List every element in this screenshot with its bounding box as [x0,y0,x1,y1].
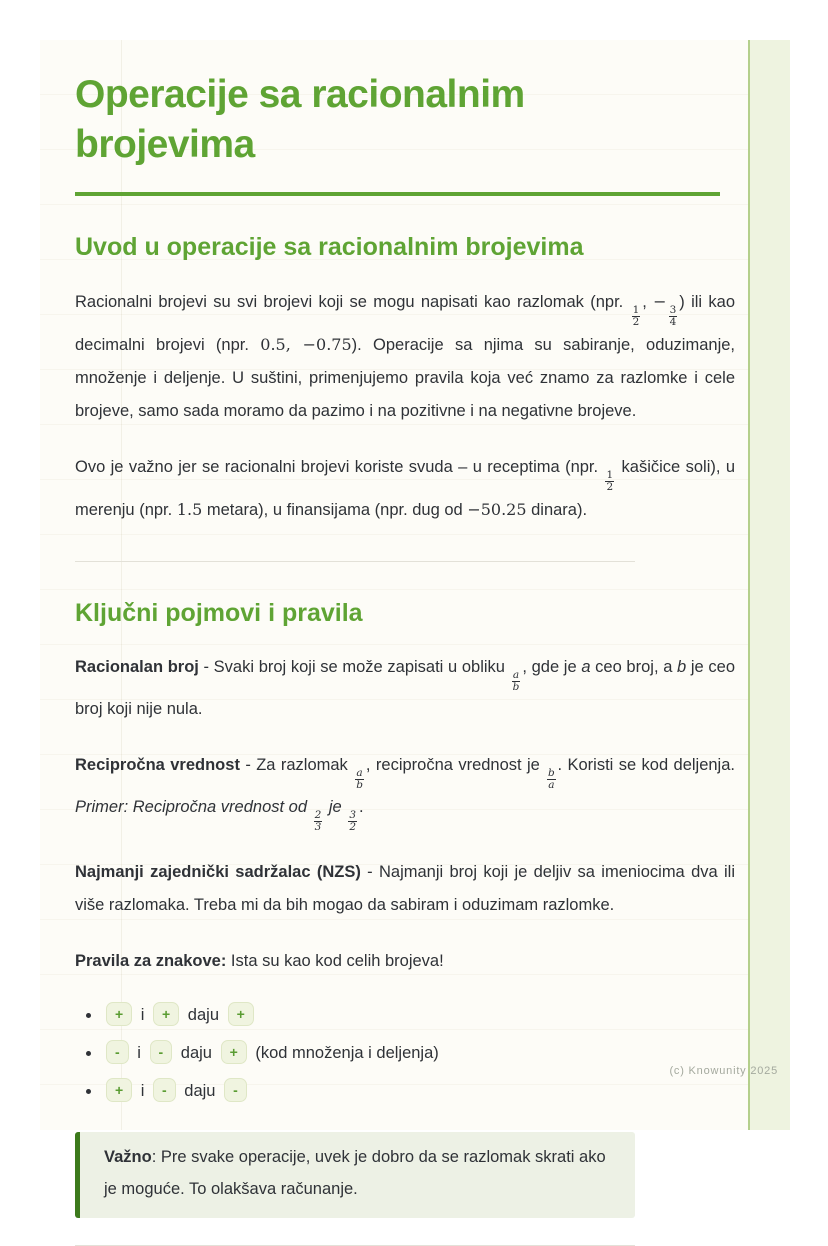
section-intro [75,232,735,527]
important-callout-text: Važno: Pre svake operacije, uvek je dobro da se razlomak skrati ako je moguće. To olakšava računanje. [104,1148,606,1198]
fraction: $\frac{2}{3}$ [314,809,322,833]
minus-sign-badge: - [150,1040,173,1064]
bold-text: Racionalan broj [75,658,199,676]
fraction: $\frac{b}{a}$ [548,767,555,791]
minus-sign-badge: - [153,1078,176,1102]
section-divider [75,561,635,562]
sign-rule-item-2: • - i - daju + (kod množenja i deljenja) [102,1040,735,1066]
fraction: $\frac{1}{2}$ [606,469,614,493]
math-number: −50.25 [467,500,527,519]
fraction: $\frac{a}{b}$ [356,767,363,791]
bold-text: Recipročna vrednost [75,756,240,774]
math-number: − [653,292,667,311]
document-page [40,40,790,1198]
bold-text: Važno [104,1148,152,1166]
math-variable: b [677,658,687,676]
fraction: $\frac{3}{2}$ [349,809,356,833]
math-variable: a [581,658,591,676]
minus-sign-badge: - [106,1040,129,1064]
bold-text: Najmanji zajednički sadržalac (NZS) [75,863,361,881]
fraction: $\frac{1}{2}$ [632,304,640,328]
sign-rule-item-1: • + i + daju + [102,1002,735,1028]
math-number: 1.5 [176,500,203,519]
plus-sign-badge: + [106,1002,132,1026]
math-number: 0.5, −0.75 [260,335,352,354]
intro-paragraph-2: Ovo je važno jer se racionalni brojevi koriste svuda – u receptima (npr. $\frac{1}{2}$ kašičice soli), u merenju (npr. 1.5 metara), u finansijama (npr. dug od −50.25 dinara). [75,458,736,519]
section-key-concepts [75,598,735,1218]
fraction: $\frac{a}{b}$ [512,669,520,693]
minus-sign-badge: - [224,1078,247,1102]
section-key-concepts-heading: Ključni pojmovi i pravila [75,599,363,627]
fraction: $\frac{3}{4}$ [669,304,677,328]
italic-text: Primer: Recipročna vrednost od [75,798,312,816]
sign-rule-item-3: • + i - daju - [102,1078,735,1104]
plus-sign-badge: + [153,1002,179,1026]
italic-text: je [324,798,347,816]
intro-paragraph-1: Racionalni brojevi su svi brojevi koji se mogu napisati kao razlomak (npr. $\frac{1}{2}$ , − $\frac{3}{4}$ ) ili kao decimalni brojevi (npr. 0.5, −0.75). Operacije sa njima su sabiranje, oduzimanje, množenje i deljenje. U suštini, primenjujemo pravila koja već znamo za razlomke i cele brojeve, samo sada moramo da pazimo i na pozitivne i na negativne brojeve. [75,292,735,420]
section-intro-heading: Uvod u operacije sa racionalnim brojevima [75,233,584,261]
page-title: Operacije sa racionalnim brojevima [75,73,525,166]
sign-rules-intro: Pravila za znakove: Ista su kao kod celih brojeva! [75,952,444,970]
plus-sign-badge: + [221,1040,247,1064]
important-callout [75,1132,635,1218]
sign-rules-list [75,1002,735,1104]
definition-reciprocal: Recipročna vrednost - Za razlomak $\frac{a}{b}$ , recipročna vrednost je $\frac{b}{a}$ . Koristi se kod deljenja. Primer: Recipročna vrednost od $\frac{2}{3}$ je $\frac{3}{2}$ . [75,756,735,833]
plus-sign-badge: + [228,1002,254,1026]
plus-sign-badge: + [106,1078,132,1102]
bold-text: Pravila za znakove: [75,952,227,970]
copyright-notice: (c) Knowunity 2025 [669,1065,778,1077]
definition-rational-number: Racionalan broj - Svaki broj koji se može zapisati u obliku $\frac{a}{b}$ , gde je a ceo broj, a b je ceo broj koji nije nula. [75,658,735,718]
definition-nzs: Najmanji zajednički sadržalac (NZS) - Najmanji broj koji je deljiv sa imeniocima dva ili više razlomaka. Treba mi da bih mogao da sabiram i oduzimam razlomke. [75,863,735,914]
title-rule [75,192,720,196]
